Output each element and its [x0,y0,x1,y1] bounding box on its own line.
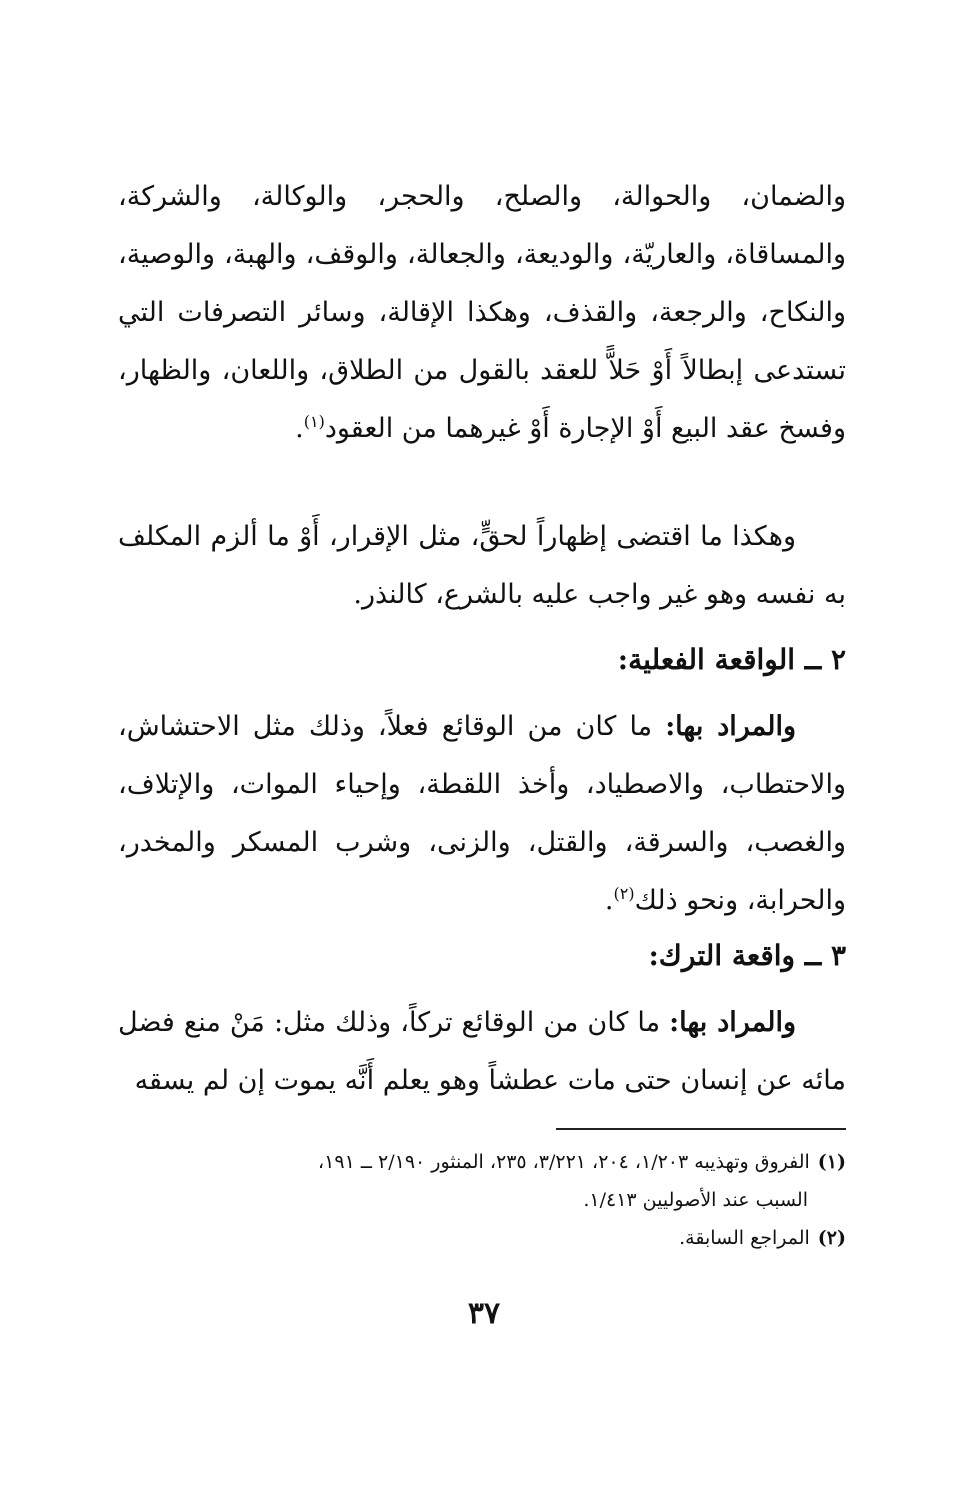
heading-omission-event: ٣ ــ واقعة الترك: [648,939,846,972]
lead-term: والمراد بها: [669,1007,796,1038]
paragraph-legal-acts [118,168,846,458]
paragraph-text: والضمان، والحوالة، والصلح، والحجر، والوكالة، والشركة، والمساقاة، والعاريّة، والوديعة، والجعالة، والوقف، والهبة، والوصية، والنكاح، والرجعة، والقذف، وهكذا الإقالة، وسائر التصرفات التي تستدعى إبطالاً أَوْ حَلاًّ للعقد بالقول من الطلاق، واللعان، والظهار، وفسخ عقد البيع أَوْ الإجارة أَوْ غيرهما من العقود [118,181,846,444]
footnote-1 [118,1143,846,1181]
page-number: ٣٧ [467,1296,501,1331]
footnote-ref-2[interactable]: (٢) [613,884,635,903]
paragraph-text: ما كان من الوقائع فعلاً، وذلك مثل الاحتشاش، والاحتطاب، والاصطياد، وأخذ اللقطة، وإحياء الموات، والإتلاف، والغصب، والسرقة، والقتل، والزنى، وشرب المسكر والمخدر، والحرابة، ونحو ذلك [118,711,846,916]
footnote-text: الفروق وتهذيبه ١/٢٠٣، ٢٠٤، ٣/٢٢١، ٢٣٥، المنثور ٢/١٩٠ ــ ١٩١، [318,1151,810,1173]
footnote-number: (١) [817,1151,846,1173]
paragraph-physical-event [118,698,846,930]
footnote-text: المراجع السابقة. [679,1227,810,1249]
heading-physical-event: ٢ ــ الواقعة الفعلية: [617,643,846,676]
paragraph-text: ما كان من الوقائع تركاً، وذلك مثل: مَنْ منع فضل مائه عن إنسان حتى مات عطشاً وهو يعلم أَنَّه يموت إن لم يسقه [118,1007,846,1096]
paragraph-end: . [604,885,614,916]
footnote-1-continued: السبب عند الأصوليين ١/٤١٣. [583,1189,808,1211]
paragraph-end: . [295,413,304,444]
footnote-number: (٢) [817,1227,846,1249]
footnote-divider [556,1128,846,1130]
footnote-ref-1[interactable]: (١) [303,412,325,431]
lead-term: والمراد بها: [665,711,796,742]
paragraph-acknowledgement: وهكذا ما اقتضى إظهاراً لحقٍّ، مثل الإقرار، أَوْ ما ألزم المكلف به نفسه وهو غير واجب عليه بالشرع، كالنذر. [118,521,846,610]
footnotes [118,1143,846,1257]
footnote-2 [118,1219,846,1257]
paragraph-omission-event [118,994,846,1110]
